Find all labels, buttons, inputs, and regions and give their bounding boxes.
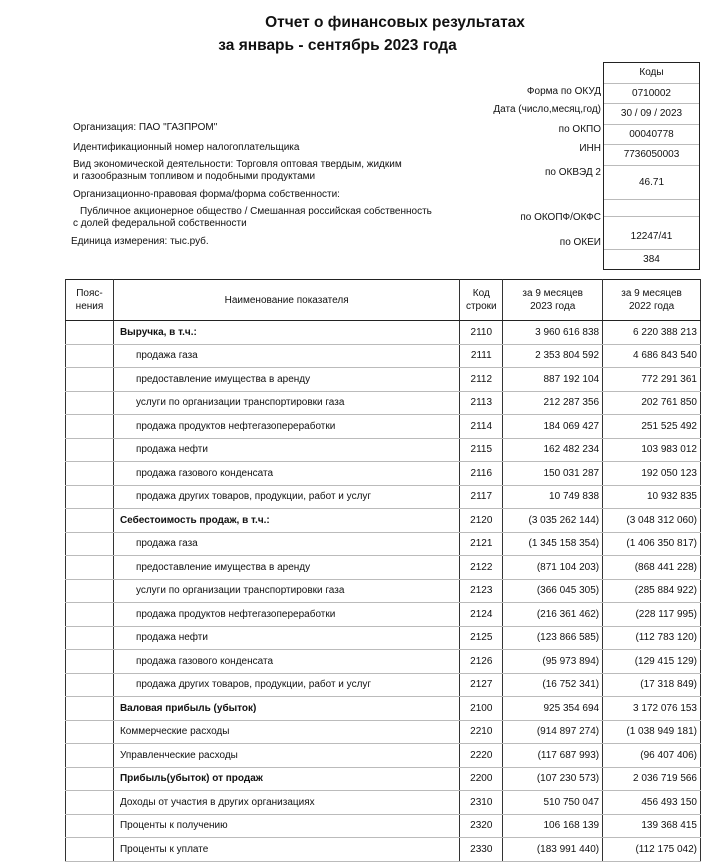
table-row bbox=[66, 626, 701, 650]
row-name: предоставление имущества в аренду bbox=[113, 368, 459, 392]
row-name: Проценты к уплате bbox=[113, 838, 459, 862]
row-current: (123 866 585) bbox=[503, 626, 603, 650]
row-current: (117 687 993) bbox=[503, 744, 603, 768]
table-row bbox=[66, 744, 701, 768]
row-code: 2100 bbox=[460, 697, 503, 721]
col-code: Код строки bbox=[460, 280, 503, 321]
notes-cell bbox=[66, 603, 114, 627]
financial-results-table bbox=[65, 279, 701, 862]
table-row bbox=[66, 556, 701, 580]
row-current: (95 973 894) bbox=[503, 650, 603, 674]
table-row bbox=[66, 344, 701, 368]
row-code: 2113 bbox=[460, 391, 503, 415]
legal-form-line-2: с долей федеральной собственности bbox=[73, 218, 247, 229]
row-previous: 251 525 492 bbox=[603, 415, 701, 439]
row-current: (871 104 203) bbox=[503, 556, 603, 580]
table-row bbox=[66, 321, 701, 345]
notes-cell bbox=[66, 767, 114, 791]
row-current: 3 960 616 838 bbox=[503, 321, 603, 345]
legal-form-line-1: Публичное акционерное общество / Смешанная российская собственность bbox=[80, 206, 432, 217]
row-code: 2122 bbox=[460, 556, 503, 580]
okved-label: по ОКВЭД 2 bbox=[545, 167, 601, 178]
row-code: 2112 bbox=[460, 368, 503, 392]
row-previous: 6 220 388 213 bbox=[603, 321, 701, 345]
row-code: 2330 bbox=[460, 838, 503, 862]
inn-code-label: ИНН bbox=[579, 143, 601, 154]
row-previous: 103 983 012 bbox=[603, 438, 701, 462]
table-row bbox=[66, 368, 701, 392]
notes-cell bbox=[66, 556, 114, 580]
row-current: 887 192 104 bbox=[503, 368, 603, 392]
row-previous: 4 686 843 540 bbox=[603, 344, 701, 368]
okopf-value: 12247/41 bbox=[604, 217, 699, 250]
okud-value: 0710002 bbox=[604, 84, 699, 105]
row-code: 2127 bbox=[460, 673, 503, 697]
row-code: 2220 bbox=[460, 744, 503, 768]
row-current: 150 031 287 bbox=[503, 462, 603, 486]
row-code: 2110 bbox=[460, 321, 503, 345]
row-name: продажа продуктов нефтегазопереработки bbox=[113, 415, 459, 439]
notes-cell bbox=[66, 579, 114, 603]
table-row bbox=[66, 509, 701, 533]
notes-cell bbox=[66, 532, 114, 556]
row-code: 2114 bbox=[460, 415, 503, 439]
table-row bbox=[66, 673, 701, 697]
row-code: 2124 bbox=[460, 603, 503, 627]
notes-cell bbox=[66, 720, 114, 744]
okpo-value: 00040778 bbox=[604, 125, 699, 146]
codes-header: Коды bbox=[604, 63, 699, 84]
table-row bbox=[66, 415, 701, 439]
notes-cell bbox=[66, 791, 114, 815]
codes-block bbox=[603, 62, 700, 270]
row-name: продажа нефти bbox=[113, 438, 459, 462]
row-current: (3 035 262 144) bbox=[503, 509, 603, 533]
row-current: 212 287 356 bbox=[503, 391, 603, 415]
row-name: продажа других товаров, продукции, работ и услуг bbox=[113, 673, 459, 697]
row-code: 2200 bbox=[460, 767, 503, 791]
row-previous: 3 172 076 153 bbox=[603, 697, 701, 721]
organization: Организация: ПАО "ГАЗПРОМ" bbox=[73, 122, 218, 133]
notes-cell bbox=[66, 697, 114, 721]
row-current: 925 354 694 bbox=[503, 697, 603, 721]
row-name: услуги по организации транспортировки газа bbox=[113, 579, 459, 603]
inn-value: 7736050003 bbox=[604, 145, 699, 166]
row-current: (366 045 305) bbox=[503, 579, 603, 603]
notes-cell bbox=[66, 391, 114, 415]
date-label: Дата (число,месяц,год) bbox=[493, 104, 601, 115]
activity-line-1: Вид экономической деятельности: Торговля оптовая твердым, жидким bbox=[73, 159, 402, 170]
table-row bbox=[66, 462, 701, 486]
row-name: предоставление имущества в аренду bbox=[113, 556, 459, 580]
okved-value: 46.71 bbox=[604, 166, 699, 200]
row-previous: (1 038 949 181) bbox=[603, 720, 701, 744]
table-row bbox=[66, 767, 701, 791]
row-code: 2111 bbox=[460, 344, 503, 368]
inn-description: Идентификационный номер налогоплательщика bbox=[73, 142, 300, 153]
row-code: 2116 bbox=[460, 462, 503, 486]
row-code: 2123 bbox=[460, 579, 503, 603]
table-row bbox=[66, 814, 701, 838]
notes-cell bbox=[66, 673, 114, 697]
okpo-label: по ОКПО bbox=[558, 124, 601, 135]
row-current: 162 482 234 bbox=[503, 438, 603, 462]
row-current: (107 230 573) bbox=[503, 767, 603, 791]
notes-cell bbox=[66, 368, 114, 392]
notes-cell bbox=[66, 650, 114, 674]
okei-label: по ОКЕИ bbox=[559, 237, 601, 248]
report-period: за январь - сентябрь 2023 года bbox=[218, 37, 457, 54]
okopf-label: по ОКОПФ/ОКФС bbox=[520, 212, 601, 223]
row-code: 2125 bbox=[460, 626, 503, 650]
row-name: продажа газового конденсата bbox=[113, 650, 459, 674]
row-code: 2210 bbox=[460, 720, 503, 744]
row-current: (216 361 462) bbox=[503, 603, 603, 627]
row-current: 10 749 838 bbox=[503, 485, 603, 509]
row-name: Валовая прибыль (убыток) bbox=[113, 697, 459, 721]
row-name: Прибыль(убыток) от продаж bbox=[113, 767, 459, 791]
row-name: продажа газа bbox=[113, 344, 459, 368]
row-name: Себестоимость продаж, в т.ч.: bbox=[113, 509, 459, 533]
row-previous: (17 318 849) bbox=[603, 673, 701, 697]
row-previous: (868 441 228) bbox=[603, 556, 701, 580]
row-previous: 192 050 123 bbox=[603, 462, 701, 486]
date-value: 30 / 09 / 2023 bbox=[604, 104, 699, 125]
row-previous: (112 175 042) bbox=[603, 838, 701, 862]
row-previous: (3 048 312 060) bbox=[603, 509, 701, 533]
row-previous: 139 368 415 bbox=[603, 814, 701, 838]
row-name: продажа газа bbox=[113, 532, 459, 556]
table-row bbox=[66, 603, 701, 627]
row-current: (1 345 158 354) bbox=[503, 532, 603, 556]
row-previous: 772 291 361 bbox=[603, 368, 701, 392]
table-row bbox=[66, 791, 701, 815]
legal-form-label: Организационно-правовая форма/форма собственности: bbox=[73, 189, 340, 200]
row-name: Доходы от участия в других организациях bbox=[113, 791, 459, 815]
notes-cell bbox=[66, 438, 114, 462]
row-code: 2320 bbox=[460, 814, 503, 838]
table-row bbox=[66, 532, 701, 556]
col-name: Наименование показателя bbox=[113, 280, 459, 321]
row-previous: (96 407 406) bbox=[603, 744, 701, 768]
table-row bbox=[66, 838, 701, 862]
row-name: продажа других товаров, продукции, работ и услуг bbox=[113, 485, 459, 509]
row-name: продажа газового конденсата bbox=[113, 462, 459, 486]
row-name: продажа продуктов нефтегазопереработки bbox=[113, 603, 459, 627]
row-previous: (285 884 922) bbox=[603, 579, 701, 603]
row-current: 2 353 804 592 bbox=[503, 344, 603, 368]
row-previous: 202 761 850 bbox=[603, 391, 701, 415]
row-name: продажа нефти bbox=[113, 626, 459, 650]
row-code: 2117 bbox=[460, 485, 503, 509]
row-previous: 456 493 150 bbox=[603, 791, 701, 815]
table-row bbox=[66, 391, 701, 415]
table-row bbox=[66, 697, 701, 721]
row-name: Выручка, в т.ч.: bbox=[113, 321, 459, 345]
row-current: 184 069 427 bbox=[503, 415, 603, 439]
notes-cell bbox=[66, 838, 114, 862]
row-code: 2121 bbox=[460, 532, 503, 556]
row-previous: (228 117 995) bbox=[603, 603, 701, 627]
okud-label: Форма по ОКУД bbox=[526, 86, 601, 97]
row-current: (183 991 440) bbox=[503, 838, 603, 862]
row-name: Коммерческие расходы bbox=[113, 720, 459, 744]
row-code: 2115 bbox=[460, 438, 503, 462]
notes-cell bbox=[66, 485, 114, 509]
unit-of-measure: Единица измерения: тыс.руб. bbox=[71, 236, 209, 247]
row-previous: 10 932 835 bbox=[603, 485, 701, 509]
notes-cell bbox=[66, 321, 114, 345]
empty-code-value bbox=[604, 200, 699, 217]
row-name: Управленческие расходы bbox=[113, 744, 459, 768]
report-title: Отчет о финансовых результатах bbox=[265, 14, 525, 31]
notes-cell bbox=[66, 744, 114, 768]
row-code: 2310 bbox=[460, 791, 503, 815]
okei-value: 384 bbox=[643, 253, 660, 265]
table-row bbox=[66, 579, 701, 603]
col-previous-period: за 9 месяцев 2022 года bbox=[603, 280, 701, 321]
notes-cell bbox=[66, 626, 114, 650]
row-previous: (129 415 129) bbox=[603, 650, 701, 674]
row-current: 510 750 047 bbox=[503, 791, 603, 815]
row-code: 2120 bbox=[460, 509, 503, 533]
row-code: 2126 bbox=[460, 650, 503, 674]
col-notes: Пояс- нения bbox=[66, 280, 114, 321]
col-current-period: за 9 месяцев 2023 года bbox=[503, 280, 603, 321]
row-current: 106 168 139 bbox=[503, 814, 603, 838]
row-previous: (112 783 120) bbox=[603, 626, 701, 650]
table-header-row bbox=[66, 280, 701, 321]
notes-cell bbox=[66, 462, 114, 486]
activity-line-2: и газообразным топливом и подобными продуктами bbox=[73, 171, 316, 182]
row-previous: (1 406 350 817) bbox=[603, 532, 701, 556]
notes-cell bbox=[66, 509, 114, 533]
notes-cell bbox=[66, 344, 114, 368]
row-current: (16 752 341) bbox=[503, 673, 603, 697]
row-current: (914 897 274) bbox=[503, 720, 603, 744]
notes-cell bbox=[66, 814, 114, 838]
table-row bbox=[66, 650, 701, 674]
notes-cell bbox=[66, 415, 114, 439]
row-name: Проценты к получению bbox=[113, 814, 459, 838]
row-name: услуги по организации транспортировки газа bbox=[113, 391, 459, 415]
table-row bbox=[66, 720, 701, 744]
table-row bbox=[66, 438, 701, 462]
table-row bbox=[66, 485, 701, 509]
row-previous: 2 036 719 566 bbox=[603, 767, 701, 791]
